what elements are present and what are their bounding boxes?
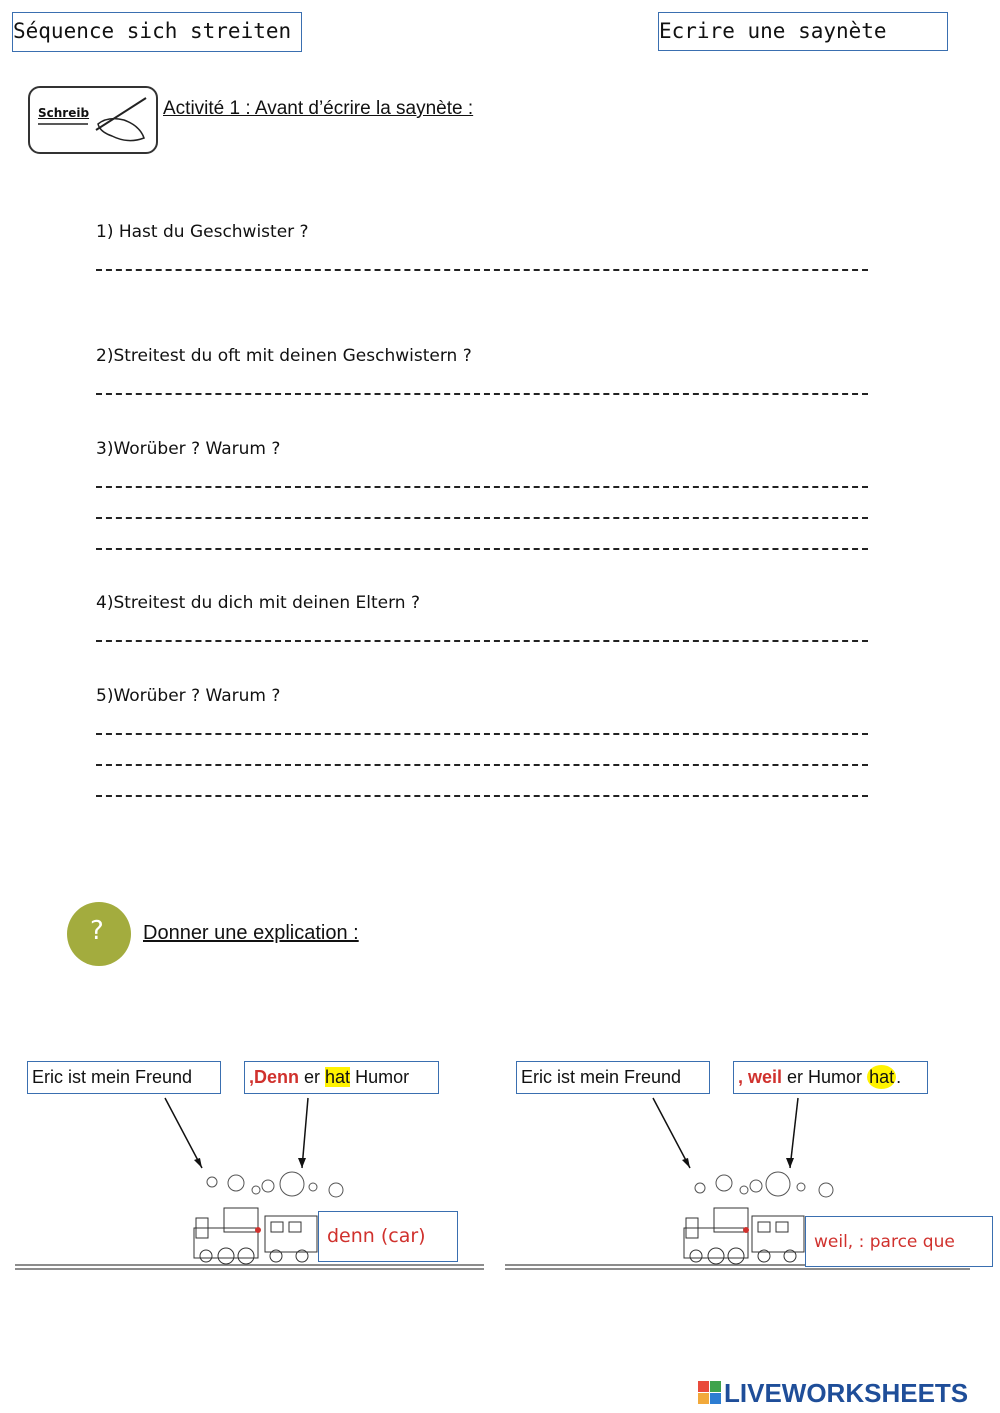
conjunction: Denn — [254, 1067, 300, 1087]
write-icon-label: Schreib — [38, 106, 90, 120]
question-2: 2)Streitest du oft mit deinen Geschwistern ? — [96, 346, 472, 366]
answer-line[interactable] — [96, 393, 868, 395]
task-title: Ecrire une saynète — [659, 19, 887, 43]
brand-name: LIVEWORKSHEETS — [724, 1378, 969, 1408]
question-4: 4)Streitest du dich mit deinen Eltern ? — [96, 593, 420, 613]
question-5: 5)Worüber ? Warum ? — [96, 686, 281, 706]
train-illustration — [10, 1090, 490, 1310]
answer-line[interactable] — [96, 548, 868, 550]
verb-highlight: hat — [869, 1067, 895, 1087]
explanation-title: Donner une explication : — [143, 922, 359, 944]
answer-line[interactable] — [96, 764, 868, 766]
sequence-title-box — [12, 12, 302, 52]
task-title-box — [658, 12, 948, 51]
answer-line[interactable] — [96, 640, 868, 642]
write-icon — [28, 86, 158, 154]
sequence-title: Séquence sich streiten — [13, 19, 292, 43]
conjunction: weil — [748, 1067, 783, 1087]
activity-title: Activité 1 : Avant d’écrire la saynète : — [163, 98, 474, 119]
logo-blocks-icon — [698, 1381, 722, 1405]
question-1: 1) Hast du Geschwister ? — [96, 222, 309, 242]
answer-line[interactable] — [96, 486, 868, 488]
answer-line[interactable] — [96, 269, 868, 271]
question-3: 3)Worüber ? Warum ? — [96, 439, 281, 459]
question-mark-icon: ? — [67, 902, 131, 966]
answer-line[interactable] — [96, 517, 868, 519]
main-clause: Eric ist mein Freund — [521, 1067, 682, 1087]
conjunction-label: denn (car) — [327, 1225, 426, 1247]
main-clause: Eric ist mein Freund — [32, 1067, 193, 1087]
answer-line[interactable] — [96, 733, 868, 735]
subordinate-clause-box: ,Denn er hat Humor — [244, 1061, 439, 1094]
conjunction-label-box — [318, 1211, 458, 1262]
subordinate-clause-box: , weil er Humor hat . — [733, 1061, 928, 1094]
pen-hand-icon — [28, 86, 158, 154]
conjunction-label-box — [805, 1216, 993, 1267]
conjunction-label: weil, : parce que — [814, 1232, 955, 1252]
train-illustration — [500, 1090, 980, 1310]
conjunction-comma: , — [738, 1067, 749, 1087]
conjunction-comma: , — [249, 1067, 255, 1087]
answer-line[interactable] — [96, 795, 868, 797]
verb-highlight: hat — [325, 1067, 351, 1087]
